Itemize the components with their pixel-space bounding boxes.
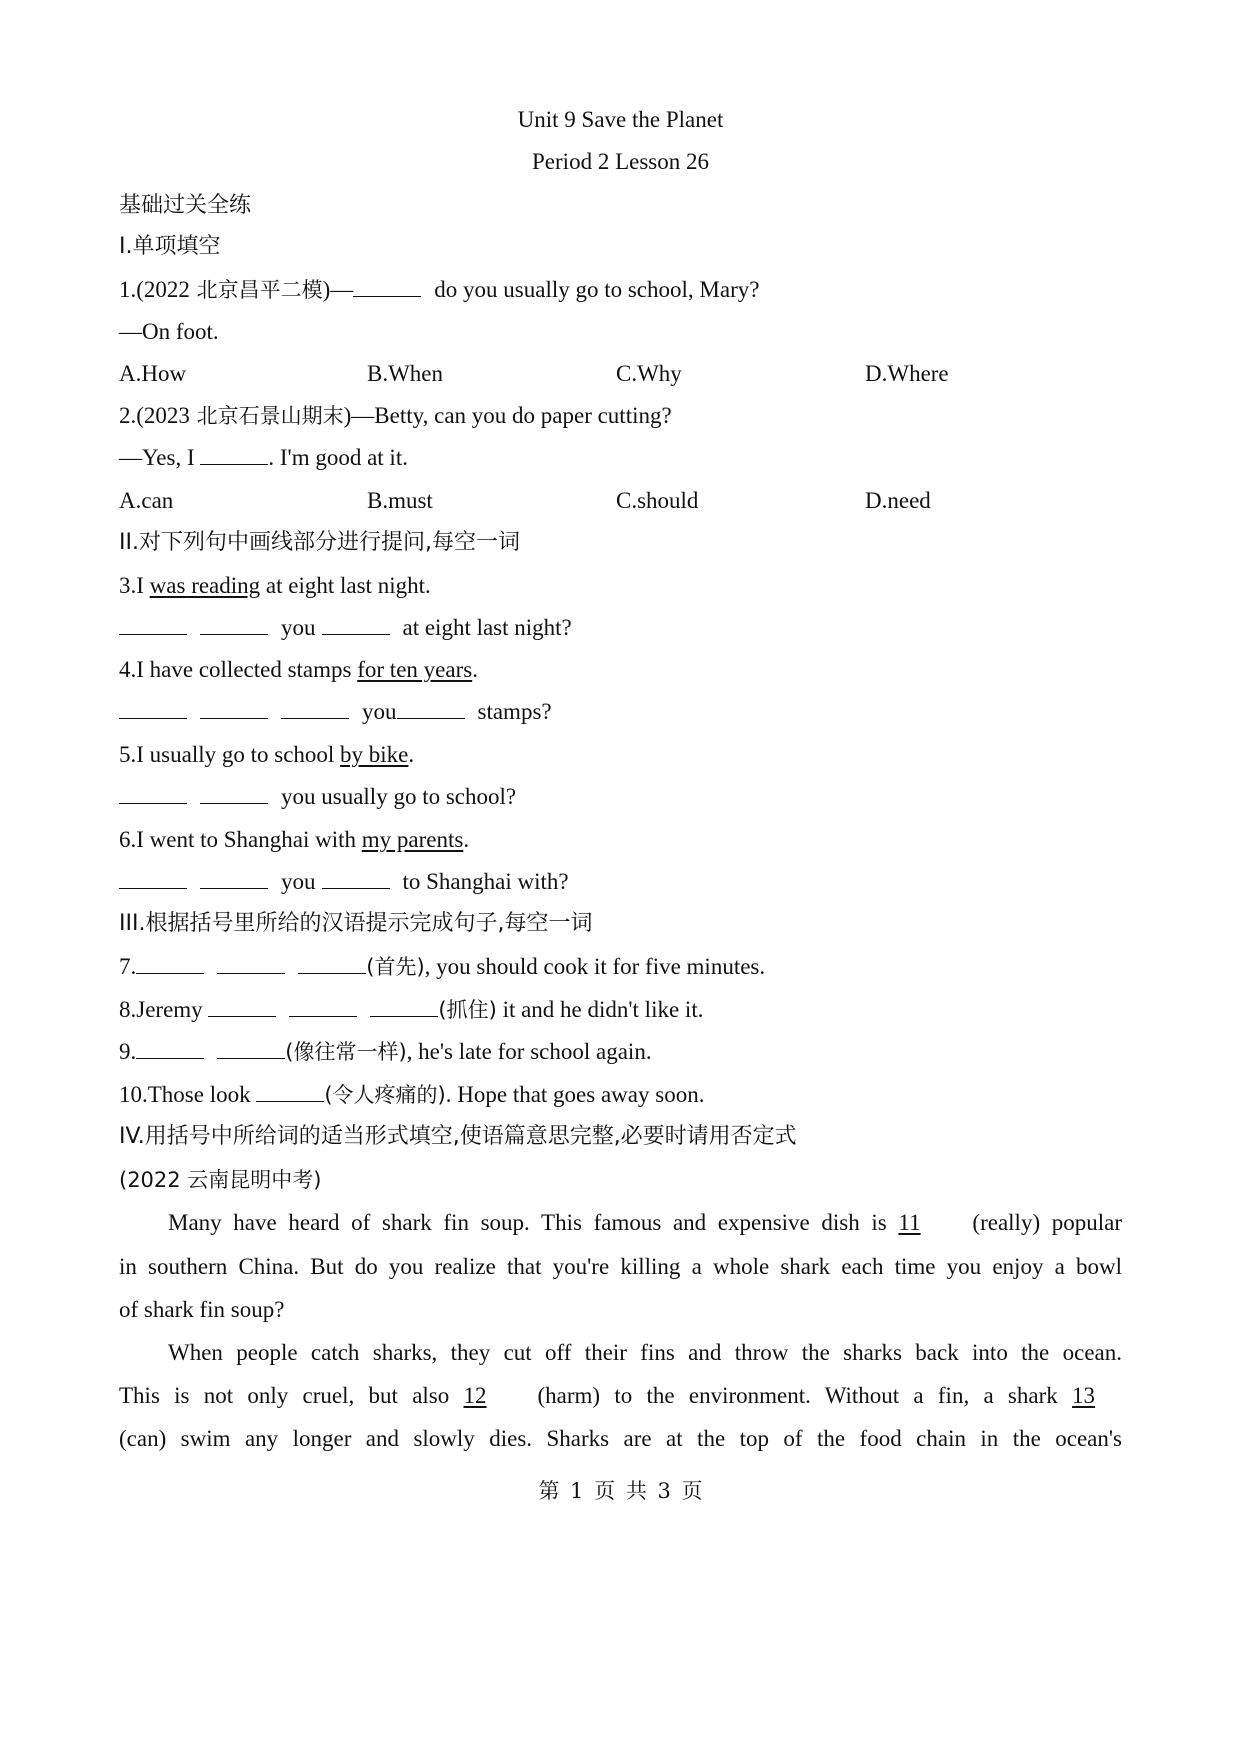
question-1: 1.(2022 北京昌平二模)— do you usually go to school, Mary?: [119, 277, 760, 302]
question-4-rewrite: you stamps?: [119, 697, 552, 727]
answer-blank[interactable]: [136, 1037, 204, 1059]
passage-blank-11[interactable]: 11: [898, 1210, 921, 1235]
passage-line: of shark fin soup?: [119, 1297, 285, 1322]
answer-blank[interactable]: [119, 782, 187, 804]
option-c[interactable]: C.should: [616, 488, 699, 513]
page-footer: 第 1 页 共 3 页: [538, 1479, 703, 1503]
answer-blank[interactable]: [322, 613, 390, 635]
question-5: 5.I usually go to school by bike.: [119, 742, 415, 767]
passage-blank-13[interactable]: 13: [1072, 1383, 1096, 1408]
question-9: 9. (像往常一样), he's late for school again.: [119, 1039, 652, 1064]
question-2-answer: —Yes, I . I'm good at it.: [119, 445, 408, 470]
answer-blank[interactable]: [281, 697, 349, 719]
passage-line: Many have heard of shark fin soup. This famous and expensive dish is 11 (really) popular: [119, 1208, 1122, 1238]
question-10: 10.Those look (令人疼痛的). Hope that goes away soon.: [119, 1082, 705, 1107]
part4-heading: IV.用括号中所给词的适当形式填空,使语篇意思完整,必要时请用否定式: [119, 1124, 797, 1149]
option-c[interactable]: C.Why: [616, 361, 682, 386]
answer-blank[interactable]: [370, 995, 438, 1017]
part3-heading: III.根据括号里所给的汉语提示完成句子,每空一词: [119, 911, 593, 936]
answer-blank[interactable]: [289, 995, 357, 1017]
answer-blank[interactable]: [217, 952, 285, 974]
question-7: 7. (首先), you should cook it for five minutes.: [119, 954, 766, 979]
part1-heading: I.单项填空: [119, 234, 221, 259]
question-4: 4.I have collected stamps for ten years.: [119, 657, 478, 682]
answer-blank[interactable]: [298, 952, 366, 974]
passage-line: in southern China. But do you realize that you're killing a whole shark each time you enjoy a bowl: [119, 1254, 1122, 1279]
question-8: 8.Jeremy (抓住) it and he didn't like it.: [119, 997, 704, 1022]
passage-line: This is not only cruel, but also 12 (harm) to the environment. Without a fin, a shark 13: [119, 1381, 1122, 1411]
answer-blank[interactable]: [200, 697, 268, 719]
option-a[interactable]: A.can: [119, 488, 174, 513]
question-1-answer: —On foot.: [119, 319, 219, 344]
option-a[interactable]: A.How: [119, 361, 187, 386]
answer-blank[interactable]: [200, 613, 268, 635]
answer-blank[interactable]: [208, 995, 276, 1017]
section-heading: 基础过关全练: [119, 193, 252, 218]
passage-blank-12[interactable]: 12: [463, 1383, 487, 1408]
answer-blank[interactable]: [217, 1037, 285, 1059]
part2-heading: II.对下列句中画线部分进行提问,每空一词: [119, 530, 520, 555]
option-b[interactable]: B.must: [367, 488, 433, 513]
answer-blank[interactable]: [200, 782, 268, 804]
answer-blank[interactable]: [200, 867, 268, 889]
question-5-rewrite: you usually go to school?: [119, 782, 516, 812]
question-3: 3.I was reading at eight last night.: [119, 573, 431, 598]
question-3-rewrite: you at eight last night?: [119, 613, 572, 643]
page-subtitle: Period 2 Lesson 26: [532, 149, 709, 174]
answer-blank[interactable]: [119, 613, 187, 635]
answer-blank[interactable]: [256, 1080, 324, 1102]
answer-blank[interactable]: [119, 867, 187, 889]
answer-blank[interactable]: [200, 443, 268, 465]
answer-blank[interactable]: [119, 697, 187, 719]
option-d[interactable]: D.need: [865, 488, 931, 513]
page-title: Unit 9 Save the Planet: [517, 107, 724, 132]
passage-line: (can) swim any longer and slowly dies. Sharks are at the top of the food chain in the ocean's: [119, 1426, 1122, 1451]
part4-source: (2022 云南昆明中考): [119, 1168, 322, 1192]
passage-line: When people catch sharks, they cut off their fins and throw the sharks back into the ocean.: [168, 1340, 1122, 1365]
question-6-rewrite: you to Shanghai with?: [119, 867, 569, 897]
option-d[interactable]: D.Where: [865, 361, 949, 386]
answer-blank[interactable]: [322, 867, 390, 889]
question-6: 6.I went to Shanghai with my parents.: [119, 827, 470, 852]
answer-blank[interactable]: [397, 697, 465, 719]
answer-blank[interactable]: [136, 952, 204, 974]
question-2: 2.(2023 北京石景山期末)—Betty, can you do paper cutting?: [119, 403, 672, 428]
option-b[interactable]: B.When: [367, 361, 444, 386]
answer-blank[interactable]: [353, 275, 421, 297]
